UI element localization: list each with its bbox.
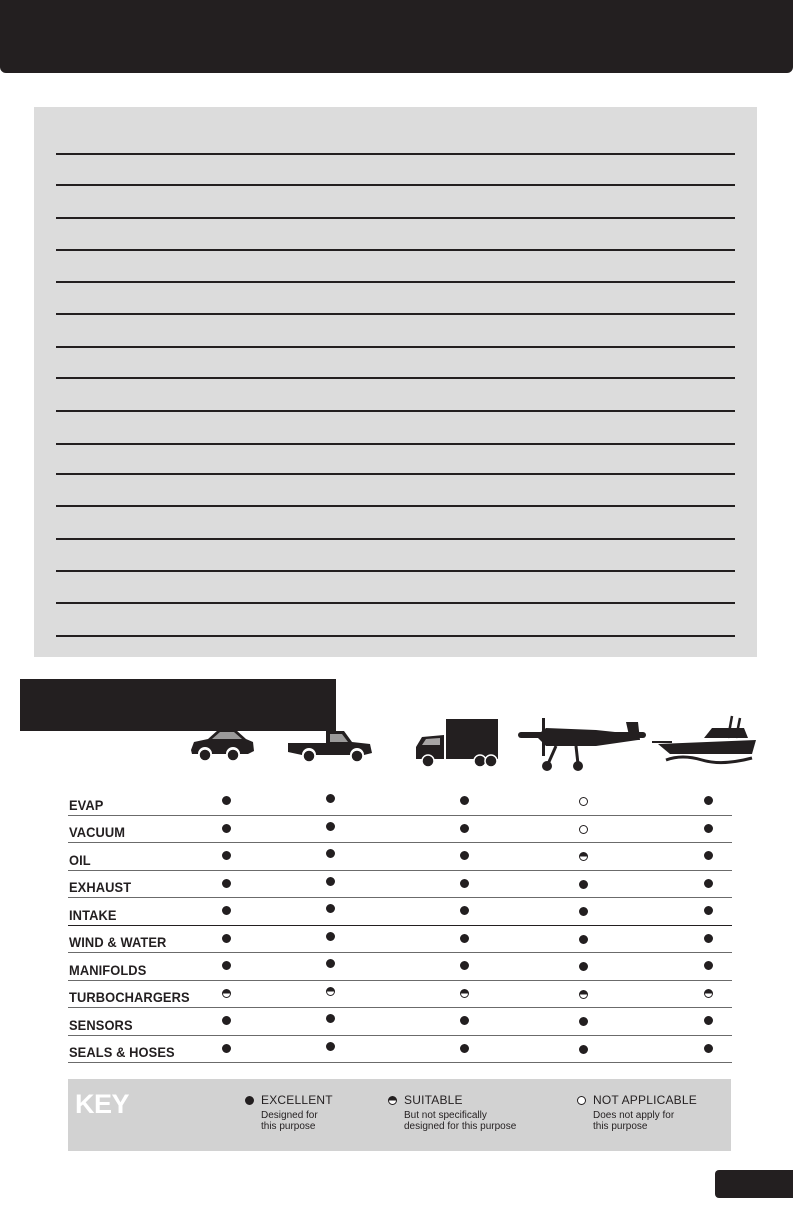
row-label: SENSORS (69, 1016, 133, 1033)
pickup-truck-icon (286, 714, 374, 774)
rating-excellent-icon (222, 961, 231, 970)
rating-excellent-icon (222, 1044, 231, 1053)
rating-na-icon (577, 1096, 586, 1105)
rating-excellent-icon (245, 1096, 254, 1105)
rating-excellent-icon (704, 934, 713, 943)
rating-excellent-icon (460, 796, 469, 805)
row-label: VACUUM (69, 824, 126, 840)
note-rule-line (56, 410, 735, 412)
table-row (68, 788, 732, 816)
rating-excellent-icon (222, 1016, 231, 1025)
key-item-description: Designed for this purpose (261, 1110, 318, 1132)
table-row (68, 871, 732, 899)
table-row (68, 816, 732, 844)
table-row (68, 953, 732, 981)
row-label: WIND & WATER (69, 934, 167, 950)
key-item-name: EXCELLENT (261, 1093, 333, 1107)
note-rule-line (56, 473, 735, 475)
rating-excellent-icon (704, 1016, 713, 1025)
rating-excellent-icon (222, 824, 231, 833)
rating-na-icon (579, 797, 588, 806)
rating-excellent-icon (326, 1014, 335, 1023)
header-bar (0, 0, 793, 73)
rating-suitable-icon (222, 989, 231, 998)
note-rule-line (56, 377, 735, 379)
rating-excellent-icon (460, 1044, 469, 1053)
rating-excellent-icon (326, 932, 335, 941)
rating-excellent-icon (326, 1042, 335, 1051)
note-rule-line (56, 635, 735, 637)
box-truck-icon (414, 714, 500, 774)
note-rule-line (56, 346, 735, 348)
page-number-tab (715, 1170, 793, 1198)
row-label: EXHAUST (69, 879, 132, 895)
rating-excellent-icon (222, 796, 231, 805)
rating-suitable-icon (460, 989, 469, 998)
application-table (68, 788, 732, 1063)
table-row (68, 1008, 732, 1036)
rating-suitable-icon (326, 987, 335, 996)
rating-suitable-icon (388, 1096, 397, 1105)
rating-excellent-icon (579, 935, 588, 944)
airplane-icon (516, 714, 648, 774)
rating-excellent-icon (579, 1017, 588, 1026)
rating-excellent-icon (579, 1045, 588, 1054)
row-label: OIL (69, 851, 91, 868)
rating-excellent-icon (222, 906, 231, 915)
rating-excellent-icon (326, 877, 335, 886)
rating-excellent-icon (326, 822, 335, 831)
rating-excellent-icon (579, 962, 588, 971)
boat-icon (652, 714, 760, 774)
row-label: EVAP (69, 796, 104, 813)
table-row (68, 843, 732, 871)
car-icon (188, 714, 256, 774)
rating-excellent-icon (704, 879, 713, 888)
rating-key (68, 1079, 731, 1151)
note-rule-line (56, 281, 735, 283)
key-item-name: SUITABLE (404, 1093, 463, 1107)
table-row (68, 926, 732, 954)
rating-excellent-icon (460, 824, 469, 833)
rating-excellent-icon (326, 959, 335, 968)
note-rule-line (56, 313, 735, 315)
note-rule-line (56, 443, 735, 445)
rating-excellent-icon (222, 851, 231, 860)
notes-panel (34, 107, 757, 657)
rating-excellent-icon (460, 879, 469, 888)
rating-suitable-icon (579, 990, 588, 999)
key-item-description: But not specifically designed for this purpose (404, 1110, 517, 1132)
note-rule-line (56, 570, 735, 572)
rating-excellent-icon (460, 1016, 469, 1025)
note-rule-line (56, 602, 735, 604)
row-label: MANIFOLDS (69, 961, 147, 978)
rating-na-icon (579, 825, 588, 834)
key-item-name: NOT APPLICABLE (593, 1093, 697, 1107)
rating-excellent-icon (704, 796, 713, 805)
rating-excellent-icon (460, 906, 469, 915)
note-rule-line (56, 538, 735, 540)
row-label: TURBOCHARGERS (69, 989, 190, 1005)
rating-excellent-icon (579, 880, 588, 889)
rating-excellent-icon (579, 907, 588, 916)
rating-excellent-icon (704, 906, 713, 915)
rating-excellent-icon (326, 849, 335, 858)
note-rule-line (56, 184, 735, 186)
rating-excellent-icon (704, 961, 713, 970)
rating-suitable-icon (579, 852, 588, 861)
rating-excellent-icon (704, 851, 713, 860)
rating-excellent-icon (704, 824, 713, 833)
table-row (68, 981, 732, 1009)
rating-excellent-icon (222, 879, 231, 888)
note-rule-line (56, 505, 735, 507)
note-rule-line (56, 217, 735, 219)
table-row (68, 898, 732, 926)
rating-excellent-icon (326, 904, 335, 913)
note-rule-line (56, 249, 735, 251)
rating-suitable-icon (704, 989, 713, 998)
rating-excellent-icon (460, 851, 469, 860)
rating-excellent-icon (460, 961, 469, 970)
table-row (68, 1036, 732, 1064)
row-label: INTAKE (69, 906, 117, 923)
rating-excellent-icon (704, 1044, 713, 1053)
rating-excellent-icon (222, 934, 231, 943)
rating-excellent-icon (460, 934, 469, 943)
row-label: SEALS & HOSES (69, 1044, 175, 1060)
note-rule-line (56, 153, 735, 155)
key-item-description: Does not apply for this purpose (593, 1110, 675, 1132)
rating-excellent-icon (326, 794, 335, 803)
key-title: KEY (75, 1089, 130, 1119)
